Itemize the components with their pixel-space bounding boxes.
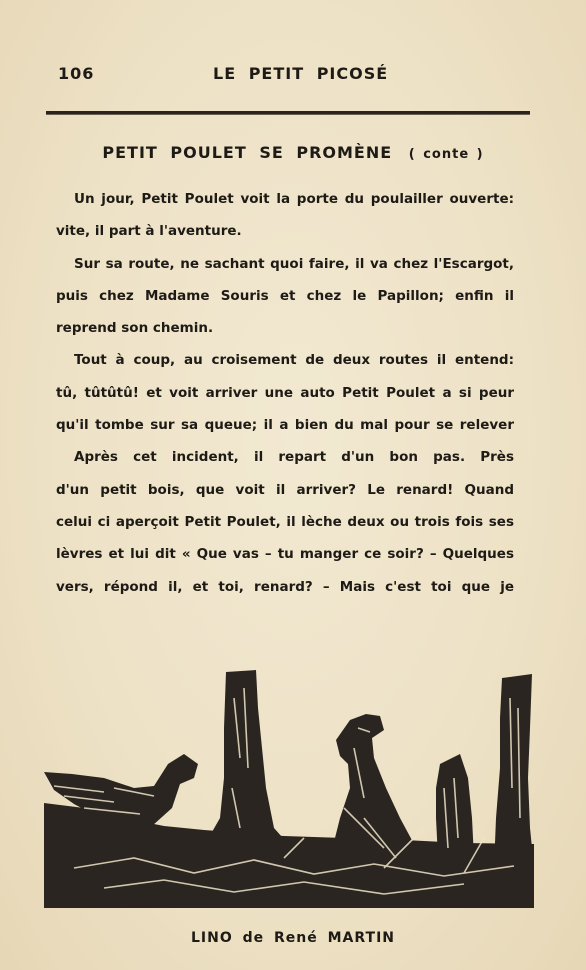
- page-header: [58, 64, 528, 88]
- post-small: [436, 754, 474, 858]
- text-line: d'un petit bois, que voit il arriver? Le renard! Quand: [56, 481, 514, 498]
- story-title: [0, 143, 586, 162]
- text-line: Un jour, Petit Poulet voit la porte du poulailler ouverte:: [74, 191, 514, 207]
- text-line: vers, répond il, et toi, renard? – Mais c'est toi que je: [56, 578, 514, 595]
- post-right: [494, 674, 534, 868]
- running-title: LE PETIT PICOSÉ: [213, 64, 389, 83]
- text-line: Après cet incident, il repart d'un bon pas. Près: [74, 449, 514, 466]
- text-line: Tout à coup, au croisement de deux routes il entend:: [74, 352, 514, 369]
- text-line: qu'il tombe sur sa queue; il a bien du mal pour se relever: [56, 417, 514, 434]
- linocut-illustration: [44, 668, 534, 908]
- story-body: [56, 183, 514, 603]
- header-rule: [46, 111, 530, 115]
- illustration-credit: LINO de René MARTIN: [190, 930, 396, 946]
- text-line: tû, tûtûtû! et voit arriver une auto Petit Poulet a si peur: [56, 384, 514, 401]
- story-subtitle: ( conte ): [408, 147, 484, 162]
- page-number: 106: [58, 64, 95, 83]
- text-line: vite, il part à l'aventure.: [56, 223, 242, 240]
- text-line: reprend son chemin.: [56, 320, 214, 337]
- fox-shape: [330, 714, 416, 878]
- text-line: celui ci aperçoit Petit Poulet, il lèche deux ou trois fois ses: [56, 513, 514, 530]
- text-line: lèvres et lui dit « Que vas – tu manger ce soir? – Quelques: [56, 546, 514, 563]
- text-line: puis chez Madame Souris et chez le Papillon; enfin il: [56, 287, 514, 304]
- story-title-text: PETIT POULET SE PROMÈNE: [102, 143, 393, 162]
- text-line: Sur sa route, ne sachant quoi faire, il va chez l'Escargot,: [74, 255, 514, 272]
